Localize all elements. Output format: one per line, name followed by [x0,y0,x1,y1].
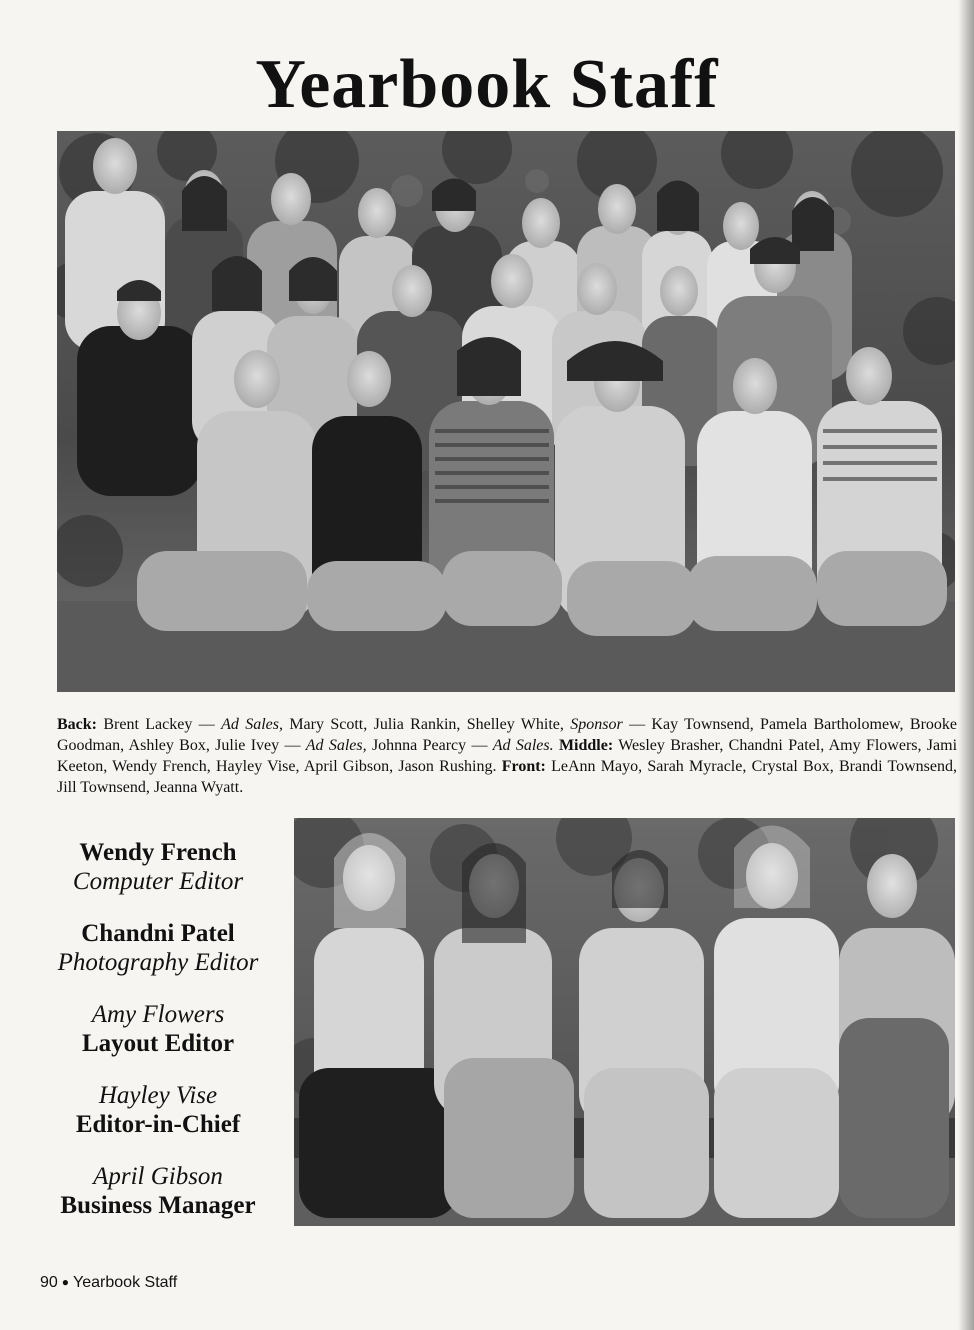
editor-title: Photography Editor [57,949,259,976]
editor-title: Business Manager [60,1192,256,1219]
caption-back-label: Back: [57,716,97,733]
editor-entry [40,838,276,896]
editor-entry [40,1081,276,1139]
caption-back-text: — Kay Townsend, Pamela Bartholomew, Brooke Goodman, Ashley Box, Julie Ivey — [57,716,958,754]
caption-role: Ad Sales. [492,737,554,754]
editor-name: Wendy French [79,839,237,866]
caption-front-text: LeAnn Mayo, Sarah Myracle, Crystal Box, Brandi Townsend, Jill Townsend, Jeanna Wyatt. [57,758,958,796]
editor-entry [40,1000,276,1058]
caption-back-text: Johnna Pearcy — [366,737,493,754]
editors-photo [294,818,955,1226]
group-photo-image [57,131,955,692]
editor-title: Layout Editor [81,1030,235,1057]
editor-name: Amy Flowers [91,1001,225,1028]
editor-entry [40,919,276,977]
page-binding-shadow [958,0,974,1330]
caption-back-text: Mary Scott, Julia Rankin, Shelley White, [282,716,571,733]
editors-list [40,838,276,1243]
bullet-icon: ● [61,1275,70,1289]
caption-middle-text: Wesley Brasher, Chandni Patel, Amy Flowers, Jami Keeton, Wendy French, Hayley Vise, April Gibson, Jason Rushing. [57,737,958,775]
group-photo [57,131,955,692]
page-footer [40,1274,177,1292]
caption-middle-label: Middle: [553,737,614,754]
editor-title: Computer Editor [72,868,244,895]
editor-name: April Gibson [93,1163,223,1190]
editor-name: Chandni Patel [81,920,235,947]
footer-section: Yearbook Staff [73,1274,178,1291]
group-photo-caption [57,714,957,798]
caption-front-label: Front: [496,758,546,775]
editor-entry [40,1162,276,1220]
editor-name: Hayley Vise [98,1082,218,1109]
caption-role: Ad Sales, [221,716,283,733]
editors-photo-image [294,818,955,1226]
page-title: Yearbook Staff [255,46,719,123]
caption-role: Sponsor [570,716,623,733]
editor-title: Editor-in-Chief [75,1111,241,1138]
caption-role: Ad Sales, [305,737,367,754]
caption-back-text: Brent Lackey — [97,716,222,733]
page-number: 90 [40,1274,58,1291]
